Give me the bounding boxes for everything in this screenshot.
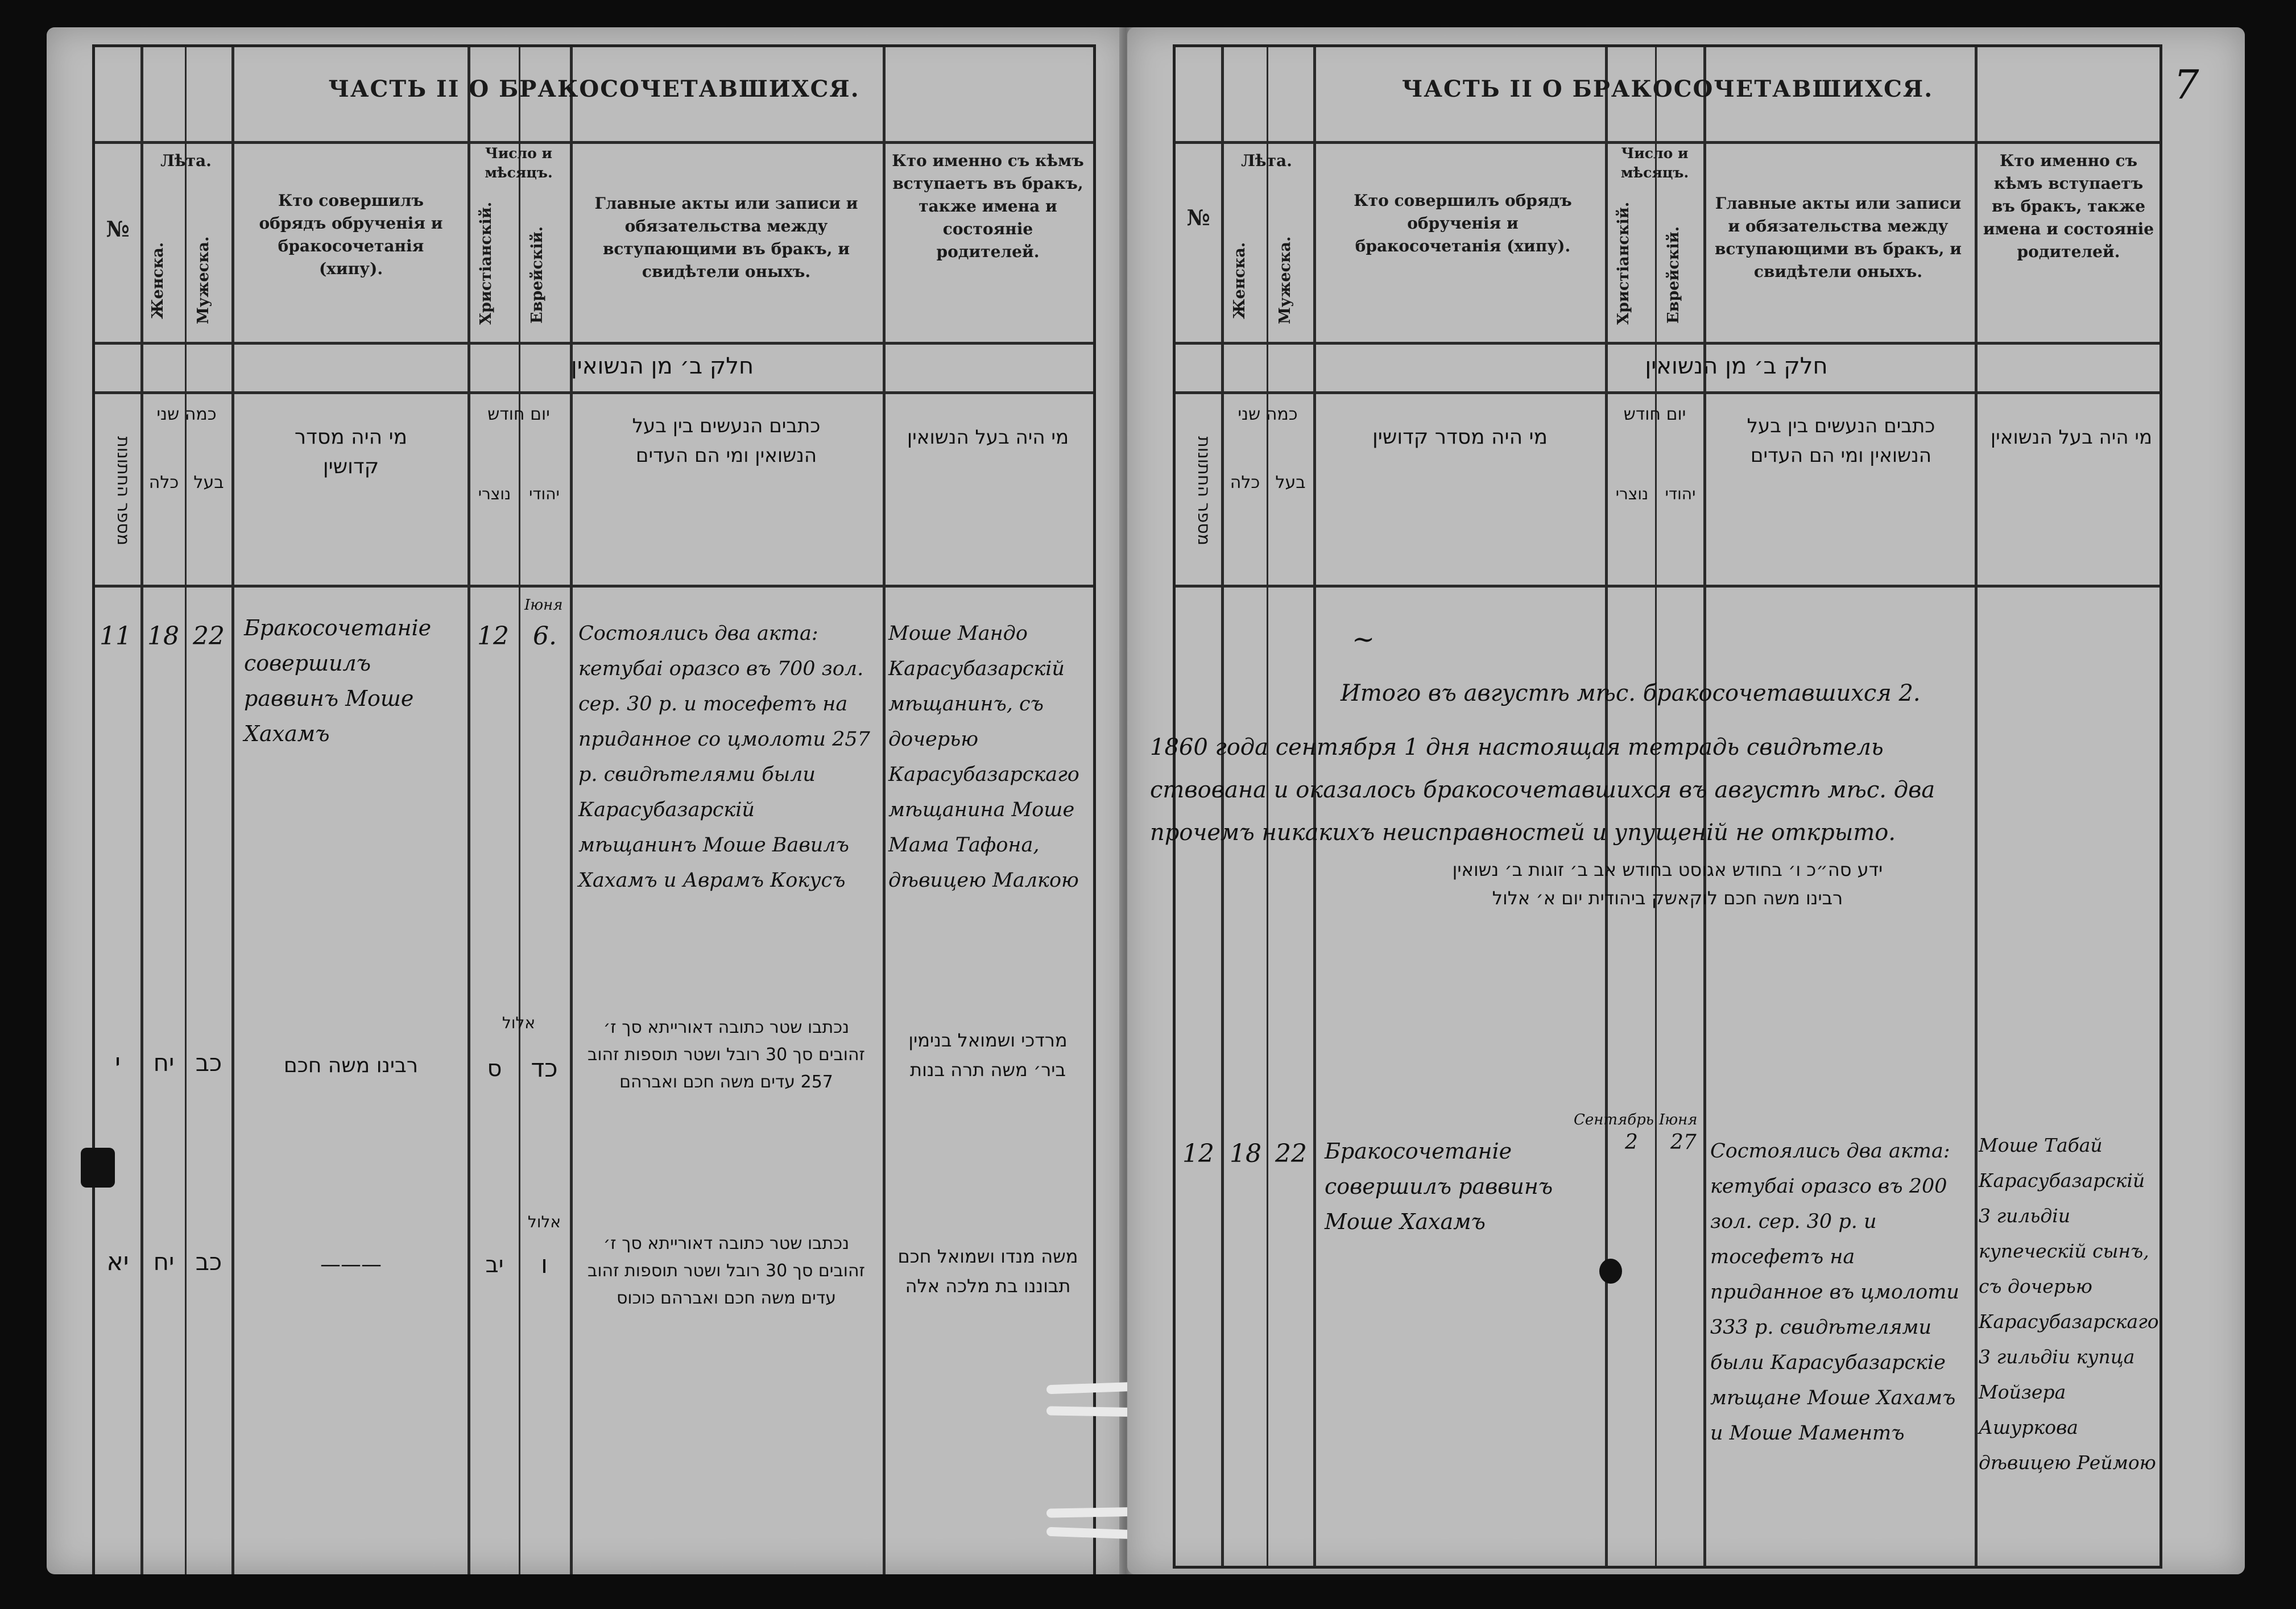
column-officiant-header: Кто совершилъ обрядъ обрученія и бракосочетанія (хипу). <box>1354 191 1572 255</box>
page-number: 7 <box>2174 61 2199 108</box>
left-register-table <box>92 44 1096 1574</box>
month-note: אלול <box>502 1014 536 1032</box>
male-age: 22 <box>1275 1139 1307 1168</box>
column-male-header: Мужеска. <box>1276 236 1294 325</box>
christian-month: Сентябрь <box>1574 1111 1654 1128</box>
hebrew-bride-header: כלה <box>148 473 179 493</box>
certification-line: 1860 года сентября 1 дня настоящая тетрадь свидѣтель <box>1150 734 1884 760</box>
hebrew-groom-header: בעל <box>193 473 224 493</box>
who-text: Моше Табай Карасубазарскій 3 гильдіи купеческій сынъ, съ дочерью Карасубазарскаго 3 гильдіи купца Мойзера Ашуркова дѣвицею Реймою <box>1979 1134 2159 1474</box>
column-christian-header: Христіанскій. <box>477 201 495 325</box>
female-age: 18 <box>147 622 179 651</box>
christian-day: ס <box>487 1056 502 1082</box>
acts-text: נכתבו שטר כתובה דאורייתא סך ז׳ זהובים סך 30 רובל ושטר תוספות זהוב עדים משה חכם ואברהם כוכוס <box>588 1234 865 1308</box>
column-date-header: Число и мѣсяцъ. <box>485 145 553 181</box>
acts-text: Состоялись два акта: кетубаі оразсо въ 200 зол. сер. 30 р. и тосефетъ на приданное въ цмолоти 333 р. свидѣтелями были Карасубазарскіе мѣщане Моше Хахамъ и Моше Маментъ <box>1710 1140 1959 1445</box>
column-female-header: Женска. <box>1231 242 1248 319</box>
jewish-day: 27 <box>1670 1131 1697 1154</box>
column-number-header: № <box>106 216 130 242</box>
column-male-header: Мужеска. <box>195 236 212 325</box>
jewish-day: ו <box>541 1250 548 1279</box>
certification-line: прочемъ никакихъ неисправностей и упущеній не открыто. <box>1150 820 1896 846</box>
hebrew-day-month-header: יום חודש <box>487 404 550 424</box>
page-title: ЧАСТЬ II О БРАКОСОЧЕТАВШИХСЯ. <box>328 76 860 102</box>
hebrew-who-header: מי היה בעל הנשואין <box>1990 426 2153 449</box>
hebrew-acts-header: כתבים הנעשים בין בעל הנשואין ומי הם העדים <box>1747 415 1935 467</box>
entry-number: 12 <box>1182 1139 1214 1168</box>
column-acts-header: Главные акты или записи и обязательства между вступающими въ бракъ, и свидѣтели оныхъ. <box>1714 194 1962 281</box>
month-note: אלול <box>527 1213 561 1231</box>
month-note: Іюня <box>524 597 563 614</box>
column-acts-header: Главные акты или записи и обязательства между вступающими въ бракъ, и свидѣтели оныхъ. <box>594 194 858 281</box>
officiant-text: ——— <box>320 1253 382 1276</box>
who-text: מרדכי ושמואל בנימין ביר׳ משה תרה בנות <box>908 1029 1068 1081</box>
column-years-header: Лѣта. <box>1241 151 1292 170</box>
column-officiant-header: Кто совершилъ обрядъ обрученія и бракосочетанія (хипу). <box>259 191 443 278</box>
who-text: משה מנדו ושמואל חכם תבוננו בת מלכה אלה <box>897 1246 1078 1297</box>
female-age: 18 <box>1230 1139 1261 1168</box>
column-who-header: Кто именно съ кѣмъ вступаетъ въ бракъ, также имена и состояніе родителей. <box>1983 151 2154 261</box>
jewish-month: Іюня <box>1659 1111 1698 1128</box>
column-jewish-header: Еврейскій. <box>1665 226 1682 324</box>
officiant-text: רבינו משה חכם <box>283 1054 419 1077</box>
hebrew-years-header: כמה שני <box>1238 404 1298 424</box>
hebrew-officiant-header: מי היה מסדר קדושין <box>294 425 408 478</box>
right-register-table <box>1150 44 2162 1569</box>
page-edge-tab <box>81 1148 115 1188</box>
left-page <box>47 27 1127 1574</box>
hebrew-banner: חלק ב׳ מן הנשואין <box>1645 353 1828 379</box>
column-who-header: Кто именно съ кѣмъ вступаетъ въ бракъ, также имена и состояніе родителей. <box>892 151 1084 261</box>
male-age: כב <box>195 1049 222 1077</box>
page-title: ЧАСТЬ II О БРАКОСОЧЕТАВШИХСЯ. <box>1401 76 1934 102</box>
hebrew-number-header: מספר החתונות <box>113 436 133 546</box>
hebrew-officiant-header: מי היה מסדר קדושין <box>1372 425 1548 449</box>
christian-day: 12 <box>477 622 509 651</box>
entry-number: יא <box>106 1247 129 1276</box>
hebrew-bride-header: כלה <box>1230 473 1260 493</box>
hebrew-who-header: מי היה בעל הנשואין <box>907 426 1069 449</box>
column-number-header: № <box>1186 205 1210 230</box>
right-page <box>1127 27 2245 1574</box>
who-text: Моше Мандо Карасубазарскій мѣщанинъ, съ дочерью Карасубазарскаго мѣщанина Моше Мама Тафона, дѣвицею Малкою <box>888 622 1079 892</box>
officiant-text: Бракосочетаніе совершилъ раввинъ Моше Хахамъ <box>244 615 432 746</box>
hebrew-number-header: מספר החתונות <box>1194 436 1214 546</box>
hebrew-summary-line: ידע סה״כ ו׳ בחודש אגוסט בחודש אב ב׳ זוגות ב׳ נשואין <box>1452 859 1883 880</box>
hebrew-banner: חלק ב׳ מן הנשואין <box>570 353 754 379</box>
column-female-header: Женска. <box>149 242 167 319</box>
summary-total: Итого въ августѣ мѣс. бракосочетавшихся 2. <box>1341 680 1921 706</box>
column-christian-header: Христіанскій. <box>1615 201 1632 325</box>
summary-dash: ~ <box>1352 623 1375 655</box>
male-age: כב <box>195 1248 222 1276</box>
christian-day: 2 <box>1625 1131 1638 1154</box>
entry-number: י <box>115 1048 121 1077</box>
jewish-day: כד <box>531 1054 558 1083</box>
hebrew-jewish-header: יהודי <box>529 485 560 503</box>
hebrew-christian-header: נוצרי <box>478 485 511 503</box>
certification-line: ствована и оказалось бракосочетавшихся въ августѣ мѣс. два <box>1150 777 1935 803</box>
hebrew-groom-header: בעל <box>1275 473 1306 493</box>
column-years-header: Лѣта. <box>160 151 212 170</box>
acts-text: Состоялись два акта: кетубаі оразсо въ 700 зол. сер. 30 р. и тосефетъ на приданное со цмолоти 257 р. свидѣтелями были Карасубазарскій мѣщанинъ Моше Вавилъ Хахамъ и Аврамъ Кокусъ <box>578 622 870 892</box>
hebrew-years-header: כמה שני <box>156 404 217 424</box>
female-age: יח <box>153 1248 175 1276</box>
ink-blot <box>1599 1259 1622 1284</box>
hebrew-jewish-header: יהודי <box>1665 485 1696 503</box>
christian-day: יב <box>485 1252 504 1278</box>
column-jewish-header: Еврейскій. <box>528 226 546 324</box>
male-age: 22 <box>193 622 225 651</box>
hebrew-day-month-header: יום חודש <box>1623 404 1686 424</box>
hebrew-summary-line: רבינו משה חכם לוקאשק ביהודית יום א׳ אלול <box>1492 887 1843 909</box>
acts-text: נכתבו שטר כתובה דאורייתא סך ז׳ זהובים סך 30 רובל ושטר תוספות זהוב 257 עדים משה חכם ואברהם <box>588 1017 865 1092</box>
hebrew-acts-header: כתבים הנעשים בין בעל הנשואין ומי הם העדים <box>632 415 821 467</box>
column-date-header: Число и мѣсяцъ. <box>1620 145 1689 181</box>
hebrew-christian-header: נוצרי <box>1615 485 1649 503</box>
female-age: יח <box>153 1049 175 1077</box>
officiant-text: Бракосочетаніе совершилъ раввинъ Моше Хахамъ <box>1325 1139 1553 1234</box>
jewish-day: 6. <box>533 622 557 651</box>
entry-number: 11 <box>100 622 131 651</box>
